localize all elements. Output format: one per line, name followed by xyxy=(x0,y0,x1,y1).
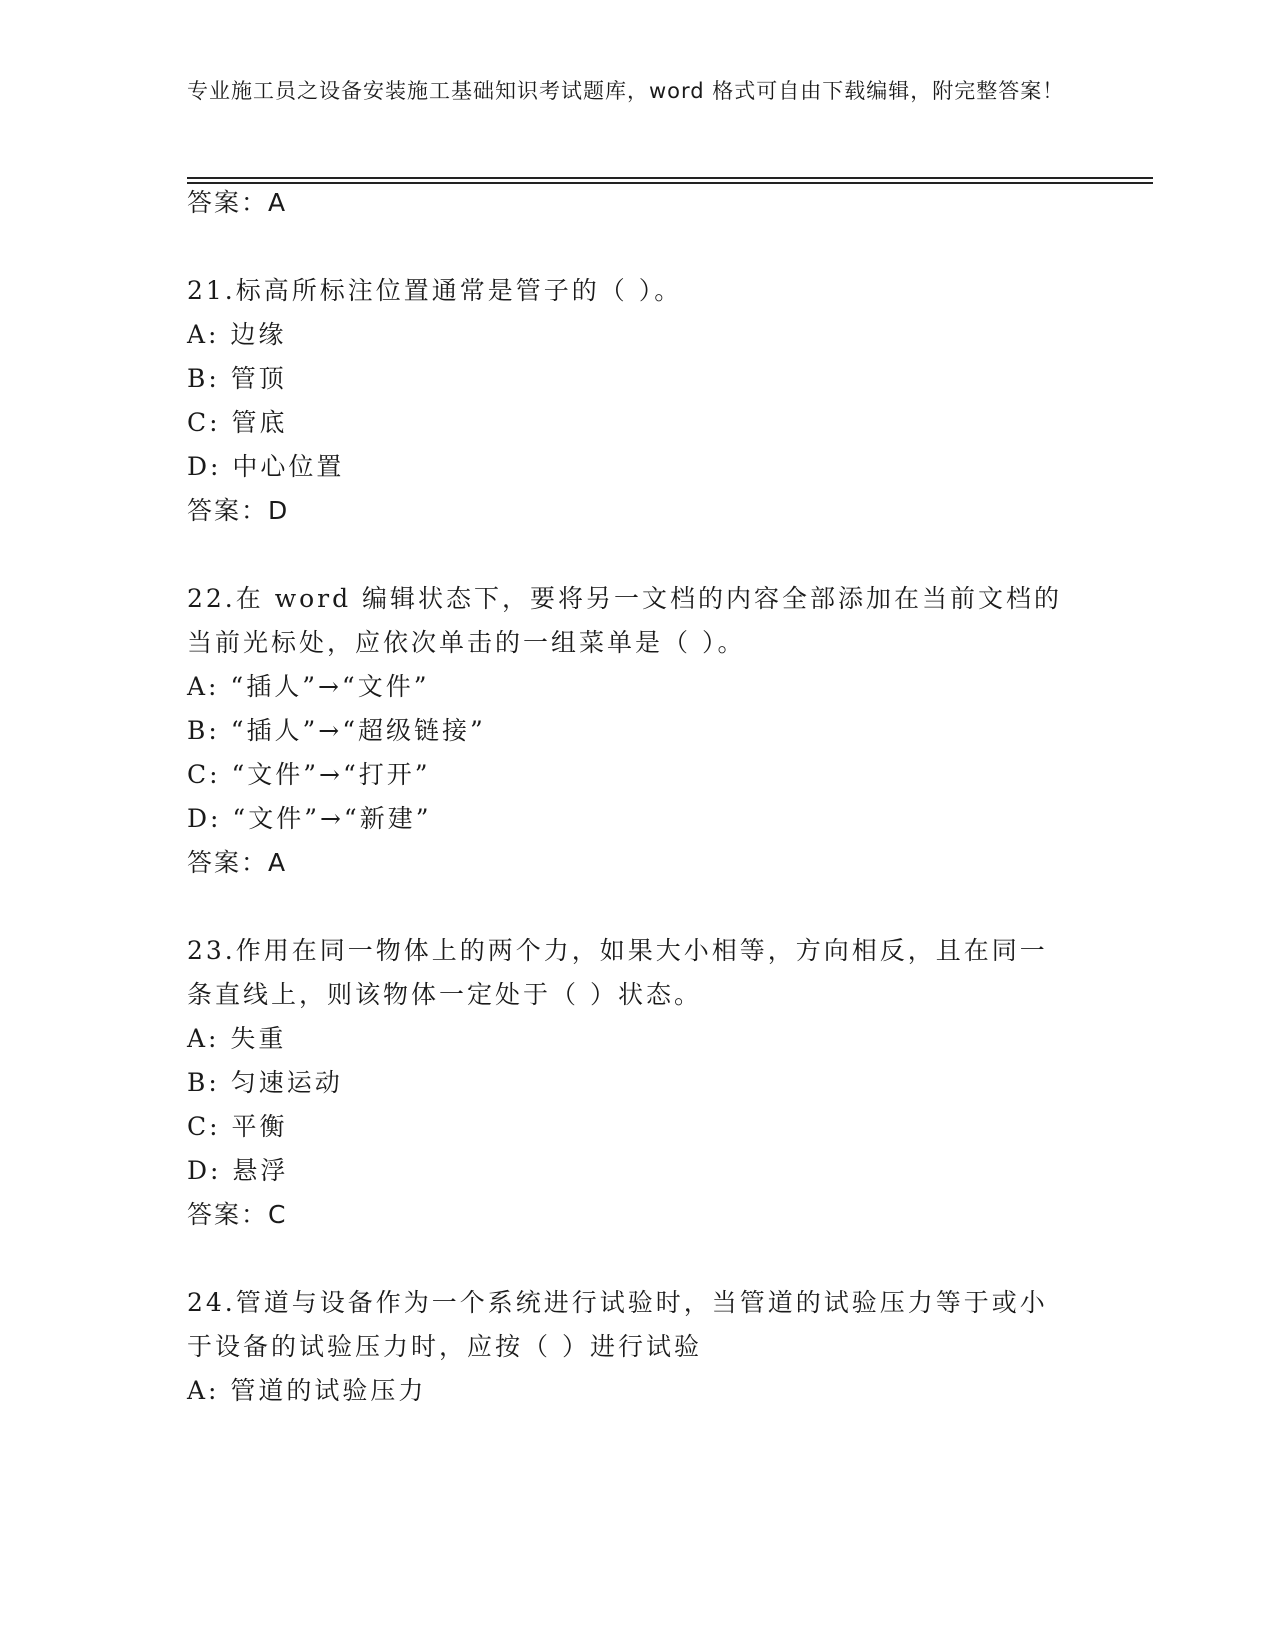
question-stem: 23.作用在同一物体上的两个力，如果大小相等，方向相反，且在同一 xyxy=(187,936,1048,965)
header-divider-bottom xyxy=(187,182,1153,184)
option-b: B: 匀速运动 xyxy=(187,1068,343,1097)
answer-line: 答案：C xyxy=(187,1200,288,1229)
question-stem: 24.管道与设备作为一个系统进行试验时，当管道的试验压力等于或小 xyxy=(187,1288,1048,1317)
option-a: A: 边缘 xyxy=(187,320,287,349)
option-a: A: 失重 xyxy=(187,1024,287,1053)
option-d: D: 中心位置 xyxy=(187,452,345,481)
option-b: B: “插人”→“超级链接” xyxy=(187,716,486,745)
question-stem-continued: 于设备的试验压力时，应按（ ）进行试验 xyxy=(187,1332,702,1361)
option-d: D: 悬浮 xyxy=(187,1156,289,1185)
option-b: B: 管顶 xyxy=(187,364,287,393)
answer-line: 答案：A xyxy=(187,188,288,217)
question-stem: 21.标高所标注位置通常是管子的（ ）。 xyxy=(187,276,683,305)
answer-line: 答案：D xyxy=(187,496,290,525)
header-divider-top xyxy=(187,177,1153,179)
question-stem-continued: 条直线上，则该物体一定处于（ ）状态。 xyxy=(187,980,702,1009)
option-a: A: “插人”→“文件” xyxy=(187,672,430,701)
option-c: C: “文件”→“打开” xyxy=(187,760,431,789)
option-c: C: 管底 xyxy=(187,408,288,437)
document-header: 专业施工员之设备安装施工基础知识考试题库，word 格式可自由下载编辑，附完整答案！ xyxy=(187,79,1065,103)
answer-line: 答案：A xyxy=(187,848,288,877)
option-a: A: 管道的试验压力 xyxy=(187,1376,427,1405)
question-stem: 22.在 word 编辑状态下，要将另一文档的内容全部添加在当前文档的 xyxy=(187,584,1063,613)
option-d: D: “文件”→“新建” xyxy=(187,804,432,833)
option-c: C: 平衡 xyxy=(187,1112,288,1141)
question-stem-continued: 当前光标处，应依次单击的一组菜单是（ ）。 xyxy=(187,628,746,657)
